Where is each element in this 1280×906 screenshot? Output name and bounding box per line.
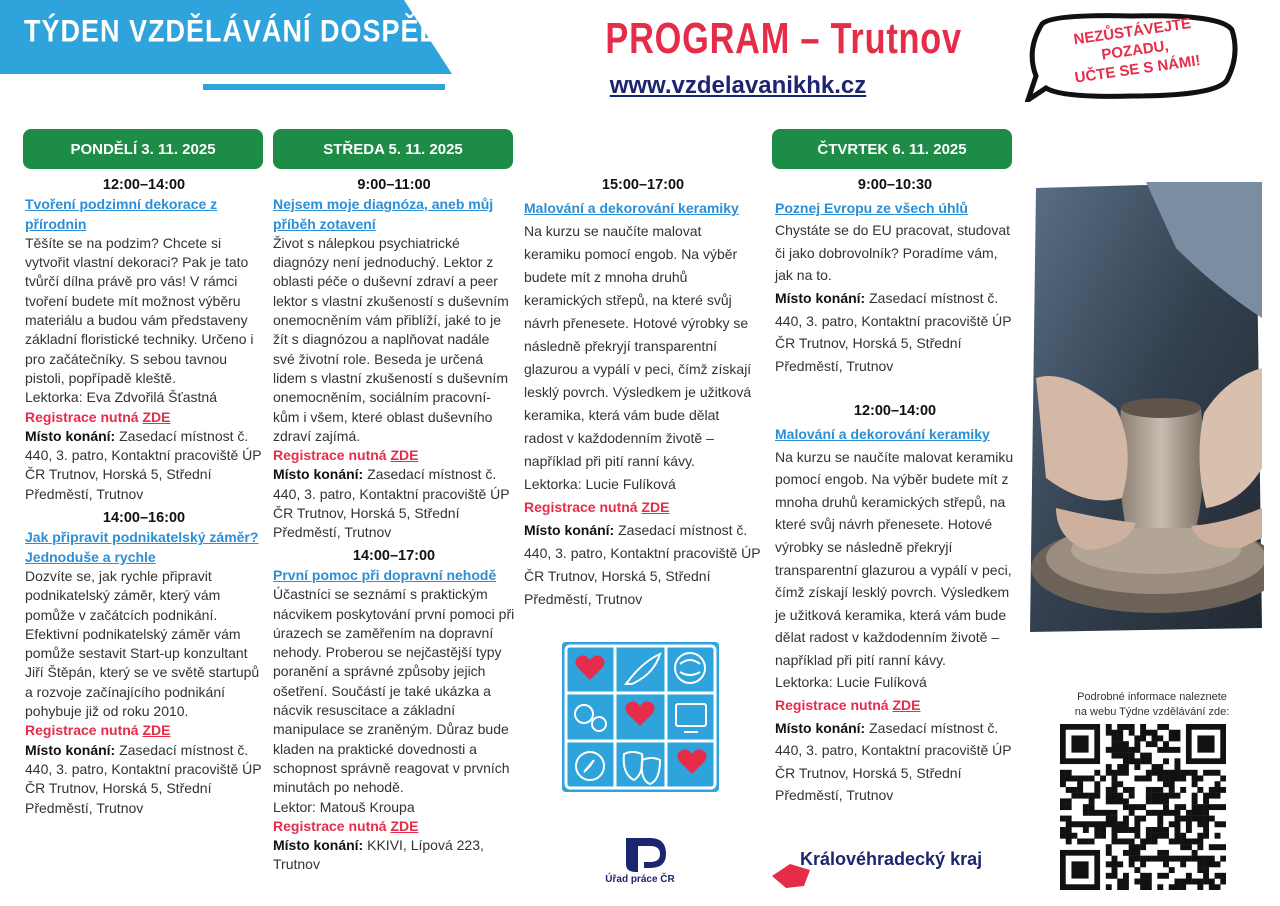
- event-title-link[interactable]: Nejsem moje diagnóza, aneb můj příběh zotavení: [273, 196, 494, 232]
- registration-label: Registrace nutná: [273, 447, 387, 464]
- event-time: 12:00–14:00: [102, 177, 186, 193]
- speech-bubble-text: NEZŮSTÁVEJTE POZADU, UČTE SE S NÁMI!: [1072, 15, 1202, 87]
- registration-link[interactable]: ZDE: [390, 447, 419, 464]
- event-title-link[interactable]: Jak připravit podnikatelský záměr? Jednoduše a rychle: [25, 529, 259, 565]
- place-value: Zasedací místnost č. 440, 3. patro, Kontaktní pracoviště ÚP ČR Trutnov, Horská 5, Střední Předměstí, Trutnov: [524, 522, 761, 607]
- registration-label: Registrace nutná: [273, 817, 387, 834]
- column-monday: [25, 176, 263, 818]
- event-place: [273, 465, 515, 542]
- place-label: Místo konání:: [273, 837, 364, 854]
- event-place: [775, 287, 1015, 377]
- column-wednesday: [273, 176, 515, 875]
- kraj-name: Královéhradecký kraj: [800, 849, 983, 869]
- qr-caption: Podrobné informace naleznete na webu Týdne vzdělávání zde:: [1074, 691, 1230, 718]
- registration-link[interactable]: ZDE: [142, 408, 171, 425]
- place-label: Místo konání:: [524, 522, 615, 538]
- place-value: Zasedací místnost č. 440, 3. patro, Kontaktní pracoviště ÚP ČR Trutnov, Horská 5, Střední Předměstí, Trutnov: [775, 289, 1012, 374]
- event-description: Na kurzu se naučíte malovat keramiku pomocí engob. Na výběr budete mít z mnoha druhů keramických střepů, na které svůj návrh přenesete. Hotové výrobky se následně překryjí transparentní glazurou a vypálí v peci, čímž získají lesklý povrch. Výsledkem je užitková keramika, která vám bude dělat radost v každodenním životě – například při pití ranní kávy.: [524, 223, 752, 469]
- registration-link[interactable]: ZDE: [641, 499, 670, 515]
- registration-label: Registrace nutná: [25, 408, 139, 425]
- event-place: [775, 717, 1015, 807]
- event-time: 15:00–17:00: [601, 177, 685, 193]
- registration-link[interactable]: ZDE: [892, 697, 921, 714]
- place-value: Zasedací místnost č. 440, 3. patro, Kontaktní pracoviště ÚP ČR Trutnov, Horská 5, Střední Předměstí, Trutnov: [25, 427, 262, 502]
- registration-label: Registrace nutná: [25, 722, 139, 739]
- column-wednesday-2: [524, 174, 762, 611]
- place-value: Zasedací místnost č. 440, 3. patro, Kontaktní pracoviště ÚP ČR Trutnov, Horská 5, Střední Předměstí, Trutnov: [273, 466, 510, 541]
- event-description: Život s nálepkou psychiatrické diagnózy není jednoduchý. Lektor z oblasti péče o duševní zdraví a peer lektor s vlastní zkušeností s duševním onemocněním vám přiblíží, jaké to je žít s diagnózou a naplňovat nadále své životní role. Beseda je určená lidem s vlastní zkušeností s duševním onemocněním, sociálním pracovní-kům i všem, které oblast duševního zdraví zajímá.: [273, 234, 509, 444]
- event-place: [25, 741, 263, 818]
- event-place: [25, 427, 263, 504]
- event-description: Těšíte se na podzim? Chcete si vytvořit vlastní dekoraci? Pak je tato tvůrčí dílna právě pro vás! V rámci tvoření budete mít možnost výběru materiálu a budou vám představeny základní floristické techniky. Určeno i pro začátečníky. S sebou tavnou pistoli, popřípadě kleště.: [25, 234, 254, 386]
- day-header-wednesday: STŘEDA 5. 11. 2025: [273, 129, 513, 169]
- header-banner: [0, 0, 498, 74]
- day-header-thursday: ČTVRTEK 6. 11. 2025: [772, 129, 1012, 169]
- registration-note: [775, 694, 1015, 717]
- event-description: Účastníci se seznámí s praktickým nácvikem poskytování první pomoci při úrazech se zaměřením na dopravní nehody. Proberou se nejčastější typy poranění a správné způsoby jejich ošetření. Součástí je také ukázka a nácvik resuscitace a základní manipulace se zraněným. Důraz bude kladen na praktické dovednosti a schopnost správně reagovat v prvních minutách po nehodě.: [273, 586, 515, 796]
- place-value: Zasedací místnost č. 440, 3. patro, Kontaktní pracoviště ÚP ČR Trutnov, Horská 5, Střední Předměstí, Trutnov: [25, 741, 262, 816]
- pottery-photo: [1026, 178, 1264, 636]
- tyden-vzdelavani-logo: [562, 642, 719, 792]
- day-header-monday: PONDĚLÍ 3. 11. 2025: [23, 129, 263, 169]
- place-label: Místo konání:: [775, 719, 866, 736]
- event-time: 14:00–16:00: [102, 510, 186, 527]
- event-time: 12:00–14:00: [853, 403, 937, 420]
- event-title-link[interactable]: Tvoření podzimní dekorace z přírodnin: [25, 196, 218, 232]
- event-time: 14:00–17:00: [352, 547, 436, 564]
- event-lector: Lektorka: Lucie Fulíková: [775, 674, 927, 691]
- place-label: Místo konání:: [775, 289, 866, 306]
- event-title-link[interactable]: Poznej Evropu ze všech úhlů: [775, 199, 968, 216]
- event-lector: Lektor: Matouš Kroupa: [273, 798, 415, 815]
- website-link[interactable]: www.vzdelavanikhk.cz: [609, 72, 867, 99]
- place-value: KKIVI, Lípová 223, Trutnov: [273, 837, 484, 873]
- registration-note: [25, 721, 263, 740]
- event-place: [273, 836, 515, 875]
- column-thursday: [775, 174, 1015, 807]
- urad-prace-name: Úřad práce ČR: [605, 874, 675, 885]
- event-lector: Lektorka: Eva Zdvořilá Šťastná: [25, 389, 218, 406]
- registration-label: Registrace nutná: [775, 697, 889, 714]
- banner-title: TÝDEN VZDĚLÁVÁNÍ DOSPĚLÝCH: [24, 14, 498, 49]
- event-title-link[interactable]: První pomoc při dopravní nehodě: [273, 566, 497, 583]
- event-description: Dozvíte se, jak rychle připravit podnikatelský záměr, který vám pomůže v začátcích podnikání. Efektivní podnikatelský záměr vám pomůže sestavit Start-up konzultant Jiří Štěpán, který se ve světě startupů a rozvoje začínajícího podnikání pohybuje již od roku 2010.: [25, 567, 260, 720]
- qr-code[interactable]: [1060, 724, 1226, 890]
- event-place: [524, 519, 762, 611]
- place-label: Místo konání:: [25, 427, 116, 444]
- event-description: Chystáte se do EU pracovat, studovat či jako dobrovolník? Poradíme vám, jak na to.: [775, 222, 1011, 284]
- program-title: PROGRAM – Trutnov: [605, 14, 962, 63]
- place-label: Místo konání:: [273, 466, 364, 483]
- registration-note: [273, 817, 515, 836]
- event-lector: Lektorka: Lucie Fulíková: [524, 476, 676, 492]
- place-label: Místo konání:: [25, 741, 116, 758]
- event-time: 9:00–11:00: [357, 177, 431, 193]
- urad-prace-logo: [610, 834, 670, 874]
- registration-label: Registrace nutná: [524, 499, 638, 515]
- banner-underline: [203, 84, 445, 90]
- registration-note: [273, 446, 515, 465]
- event-description: Na kurzu se naučíte malovat keramiku pomocí engob. Na výběr budete mít z mnoha druhů keramických střepů, na které svůj návrh přenesete. Hotové výrobky se následně překryjí transparentní glazurou a vypálí v peci, čímž získají lesklý povrch. Výsledkem je užitková keramika, která vám bude dělat radost v každodenním životě – například při pití ranní kávy.: [775, 448, 1014, 668]
- registration-link[interactable]: ZDE: [142, 722, 171, 739]
- event-title-link[interactable]: Malování a dekorování keramiky: [775, 425, 990, 442]
- registration-note: [25, 408, 263, 427]
- event-time: 9:00–10:30: [857, 177, 933, 193]
- place-value: Zasedací místnost č. 440, 3. patro, Kontaktní pracoviště ÚP ČR Trutnov, Horská 5, Střední Předměstí, Trutnov: [775, 719, 1012, 804]
- registration-link[interactable]: ZDE: [390, 817, 419, 834]
- event-title-link[interactable]: Malování a dekorování keramiky: [524, 200, 739, 216]
- registration-note: [524, 496, 762, 519]
